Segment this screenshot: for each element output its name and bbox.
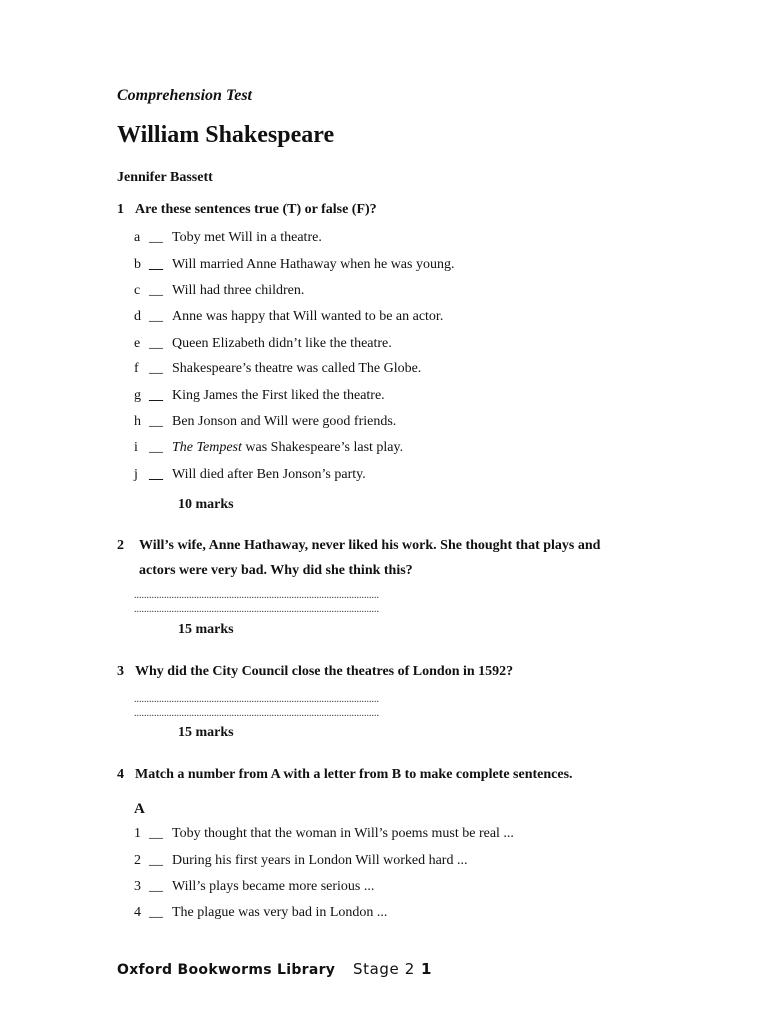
item-number: 1: [134, 826, 141, 841]
question-prompt: Are these sentences true (T) or false (F)?: [135, 202, 377, 217]
tf-item-g: [134, 388, 654, 408]
item-text: Will had three children.: [172, 283, 305, 298]
tf-item-i: [134, 440, 654, 460]
page-number: 1: [421, 960, 432, 978]
item-number: 4: [134, 905, 141, 920]
answer-line[interactable]: ..................................................................................................: [134, 604, 379, 615]
question-3-marks: 15 marks: [178, 725, 234, 740]
answer-blank[interactable]: __: [149, 414, 163, 429]
tf-item-j: [134, 467, 654, 487]
answer-blank[interactable]: __: [149, 388, 163, 403]
question-2-prompt-line-2: actors were very bad. Why did she think this?: [139, 563, 413, 578]
item-letter: g: [134, 388, 141, 403]
question-4-heading: [117, 767, 573, 783]
author-name: Jennifer Bassett: [117, 170, 213, 185]
question-2-heading: [117, 538, 600, 554]
answer-blank[interactable]: __: [149, 853, 163, 868]
question-prompt: Why did the City Council close the theatres of London in 1592?: [135, 664, 514, 679]
match-item-1: [134, 826, 654, 846]
item-number: 3: [134, 879, 141, 894]
tf-item-e: [134, 336, 654, 356]
answer-blank[interactable]: __: [149, 826, 163, 841]
tf-item-f: [134, 361, 654, 381]
match-item-4: [134, 905, 654, 925]
answer-line[interactable]: ..................................................................................................: [134, 590, 379, 601]
item-letter: b: [134, 257, 141, 272]
item-letter: j: [134, 467, 138, 482]
question-number: 4: [117, 767, 124, 782]
question-3-heading: [117, 664, 513, 680]
item-letter: i: [134, 440, 138, 455]
item-letter: c: [134, 283, 141, 298]
match-item-3: [134, 879, 654, 899]
answer-line[interactable]: ..................................................................................................: [134, 708, 379, 719]
answer-blank[interactable]: __: [149, 905, 163, 920]
answer-line[interactable]: ..................................................................................................: [134, 694, 379, 705]
item-text: During his first years in London Will worked hard ...: [172, 853, 468, 868]
tf-item-a: [134, 230, 654, 250]
item-text: Queen Elizabeth didn’t like the theatre.: [172, 336, 392, 351]
item-text-rest: was Shakespeare’s last play.: [241, 440, 404, 455]
item-letter: h: [134, 414, 141, 429]
item-text: Will died after Ben Jonson’s party.: [172, 467, 366, 482]
tf-item-h: [134, 414, 654, 434]
footer-stage: Stage 2: [353, 960, 415, 978]
question-1-marks: 10 marks: [178, 497, 234, 512]
match-item-2: [134, 853, 654, 873]
answer-blank[interactable]: __: [149, 440, 163, 455]
question-number: 3: [117, 664, 124, 679]
item-text: Will married Anne Hathaway when he was young.: [172, 257, 455, 272]
item-text: Shakespeare’s theatre was called The Globe.: [172, 361, 422, 376]
footer-brand: Oxford Bookworms Library: [117, 962, 336, 978]
answer-blank[interactable]: __: [149, 361, 163, 376]
question-2-marks: 15 marks: [178, 622, 234, 637]
question-prompt-line-1: Will’s wife, Anne Hathaway, never liked his work. She thought that plays and: [139, 538, 601, 553]
answer-blank[interactable]: __: [149, 336, 163, 351]
item-text: Toby thought that the woman in Will’s poems must be real ...: [172, 826, 514, 841]
item-letter: e: [134, 336, 141, 351]
item-text: [172, 440, 403, 456]
page-title: William Shakespeare: [117, 122, 335, 148]
answer-blank[interactable]: __: [149, 230, 163, 245]
column-a-label: A: [134, 801, 145, 817]
test-subtitle: Comprehension Test: [117, 87, 252, 104]
answer-blank[interactable]: __: [149, 309, 163, 324]
item-letter: a: [134, 230, 141, 245]
tf-item-d: [134, 309, 654, 329]
question-number: 2: [117, 538, 124, 553]
answer-blank[interactable]: __: [149, 467, 163, 482]
item-text: Will’s plays became more serious ...: [172, 879, 375, 894]
question-number: 1: [117, 202, 124, 217]
item-text: Anne was happy that Will wanted to be an actor.: [172, 309, 444, 324]
item-number: 2: [134, 853, 141, 868]
answer-blank[interactable]: __: [149, 257, 163, 272]
item-letter: f: [134, 361, 139, 376]
question-prompt: Match a number from A with a letter from B to make complete sentences.: [135, 767, 573, 782]
item-letter: d: [134, 309, 141, 324]
play-title: The Tempest: [172, 440, 242, 455]
answer-blank[interactable]: __: [149, 283, 163, 298]
answer-blank[interactable]: __: [149, 879, 163, 894]
item-text: King James the First liked the theatre.: [172, 388, 385, 403]
item-text: Toby met Will in a theatre.: [172, 230, 322, 245]
tf-item-c: [134, 283, 654, 303]
tf-item-b: [134, 257, 654, 277]
item-text: The plague was very bad in London ...: [172, 905, 388, 920]
question-1-heading: [117, 202, 377, 218]
item-text: Ben Jonson and Will were good friends.: [172, 414, 397, 429]
